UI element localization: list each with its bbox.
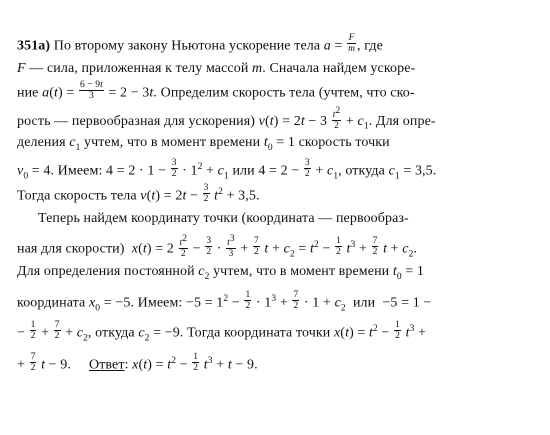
text-line-2: F — сила, приложенная к телу массой m. Сначала найдем ускоре- [17, 61, 416, 76]
text-line-11: координата $x_0 = -5$. Имеем: $-5 = 1^2$ − $\frac{1}{2}$ · $1^3$ + $\frac{7}{2}$ · $1 + c_2$ или −5 = 1 − [17, 289, 432, 314]
text-line-10: Для определения постоянной $c_2$ учтем, что в момент времени $t_0 = 1$ [17, 264, 425, 282]
text-line-9: ная для скорости) x(t) = 2 $\frac{t^2}{2}$ − $\frac{3}{2}$ · $\frac{t^3}{3}$ + $\frac{7}{2}$ $t + c_2 = t^2$ − $\frac{1}{2}$ $t^3$ + $\frac{7}{2}$ $t + c_2$. [17, 233, 418, 260]
text-line-7: Тогда скорость тела v(t) = 2t − $\frac{3}{2}$ $t^2 + 3,5$. [17, 182, 260, 204]
text-line-12: − $\frac{1}{2}$ + $\frac{7}{2}$ + $c_2$, откуда $c_2 = -9$. Тогда координата точки $x(t) = t^2$ − $\frac{1}{2}$ $t^3$ + [17, 319, 427, 344]
text-line-6: $v_0 = 4$. Имеем: 4 = 2 · 1 − $\frac{3}{2}$ · $1^2 + c_1$ или 4 = 2 − $\frac{3}{2}$ + $c_1$, откуда $c_1 = 3,5$. [17, 157, 437, 182]
text-line-1: 351а) По второму закону Ньютона ускорение тела a = $\frac{F}{m}$ , где [17, 33, 383, 54]
text-line-3: ние a(t) = $\frac{6 - 9t}{3}$ = 2 − 3t. Определим скорость тела (учтем, что ско- [17, 80, 415, 101]
text-line-5: деления $c_1$ учтем, что в момент времени $t_0 = 1$ скорость точки [17, 135, 390, 153]
text-line-13: + $\frac{7}{2}$ t − 9. Ответ: $x(t) = t^2$ − $\frac{1}{2}$ $t^3 + t - 9$. [17, 351, 258, 373]
problem-label: 351а) [17, 38, 51, 54]
text-line-8: Теперь найдем координату точки (координата — первообраз- [38, 211, 409, 226]
answer-label: Ответ [88, 357, 125, 373]
text-line-4: рость — первообразная для ускорения) v(t) = 2t − 3 $\frac{t^2}{2}$ + $c_1$. Для опре- [17, 106, 436, 132]
